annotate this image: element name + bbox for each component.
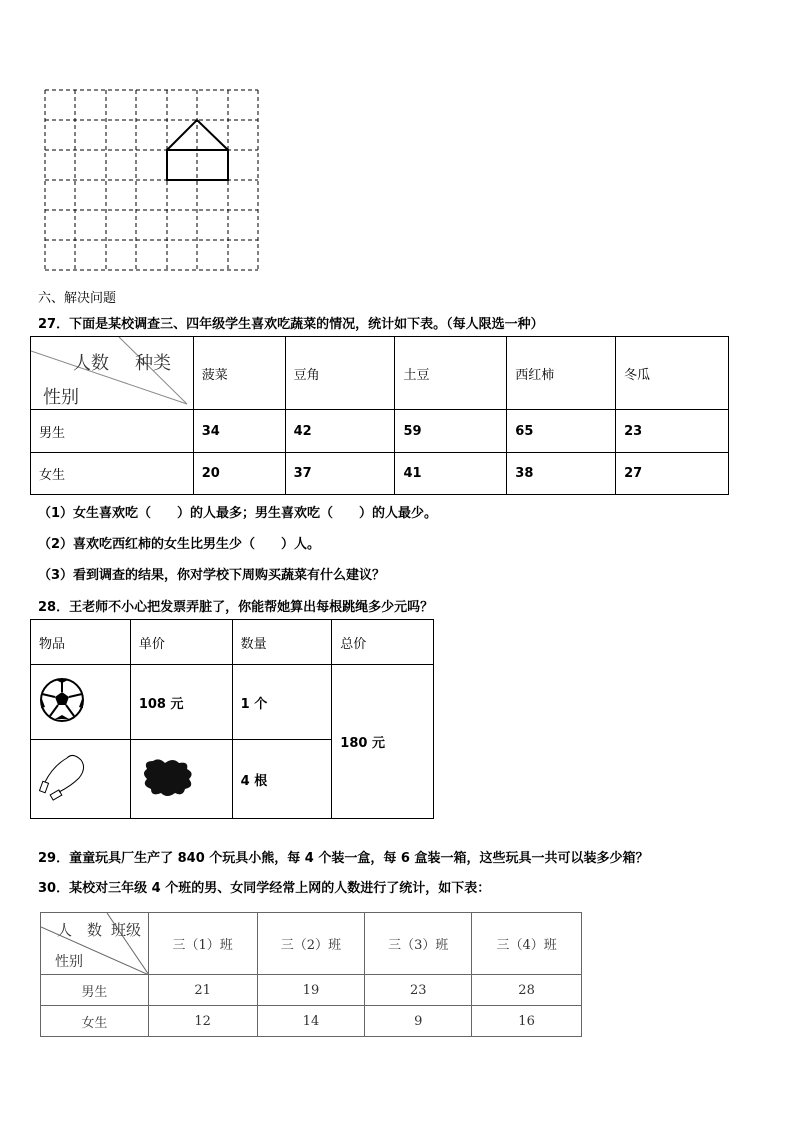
soccer-ball-cell — [31, 665, 131, 740]
q28-header: 物品 — [31, 620, 131, 665]
q27-col-header: 菠菜 — [193, 337, 285, 410]
q27-row-label: 男生 — [31, 410, 194, 453]
q27-col-header: 冬瓜 — [616, 337, 729, 410]
q28-header: 总价 — [332, 620, 434, 665]
q30-col-header: 三（2）班 — [257, 913, 365, 975]
q27-cell: 38 — [507, 453, 616, 495]
q30-row-label: 女生 — [41, 1006, 149, 1037]
q27-cell: 20 — [193, 453, 285, 495]
q28-ball-price: 108 元 — [130, 665, 232, 740]
q30-cell: 12 — [148, 1006, 257, 1037]
soccer-ball-icon — [39, 677, 85, 723]
q27-table — [30, 336, 729, 495]
grid-figure — [40, 86, 264, 276]
q27-header-kind: 种类 — [135, 353, 171, 374]
q27-row-label: 女生 — [31, 453, 194, 495]
q28-title: 28．王老师不小心把发票弄脏了，你能帮她算出每根跳绳多少元吗？ — [38, 600, 434, 615]
ink-stain-cell — [130, 740, 232, 819]
section-heading: 六、解决问题 — [38, 291, 117, 306]
q30-cell: 19 — [257, 975, 365, 1006]
q27-col-header: 西红柿 — [507, 337, 616, 410]
q30-col-header: 三（1）班 — [148, 913, 257, 975]
q30-cell: 9 — [365, 1006, 472, 1037]
q27-col-header: 豆角 — [285, 337, 395, 410]
q30-cell: 14 — [257, 1006, 365, 1037]
q28-header: 单价 — [130, 620, 232, 665]
q27-sub2: （2）喜欢吃西红柿的女生比男生少（ ）人。 — [38, 537, 321, 552]
q30-diagonal-header — [41, 913, 149, 975]
q28-header: 数量 — [232, 620, 332, 665]
q30-cell: 16 — [472, 1006, 582, 1037]
q27-sub1: （1）女生喜欢吃（ ）的人最多；男生喜欢吃（ ）的人最少。 — [38, 506, 438, 521]
jump-rope-icon — [39, 752, 99, 802]
q28-ball-qty: 1 个 — [232, 665, 332, 740]
q27-cell: 23 — [616, 410, 729, 453]
q27-cell: 37 — [285, 453, 395, 495]
q30-cell: 21 — [148, 975, 257, 1006]
q30-title: 30．某校对三年级 4 个班的男、女同学经常上网的人数进行了统计，如下表： — [38, 881, 491, 896]
q30-table — [40, 912, 582, 1037]
q28-rope-qty: 4 根 — [232, 740, 332, 819]
q30-header-class: 班级 — [111, 921, 142, 939]
q27-cell: 34 — [193, 410, 285, 453]
q29-title: 29．童童玩具厂生产了 840 个玩具小熊，每 4 个装一盒，每 6 盒装一箱，这些玩具一共可以装多少箱？ — [38, 851, 649, 866]
q30-col-header: 三（4）班 — [472, 913, 582, 975]
q27-diagonal-header — [31, 337, 194, 410]
q30-cell: 28 — [472, 975, 582, 1006]
q27-cell: 27 — [616, 453, 729, 495]
q27-col-header: 土豆 — [395, 337, 507, 410]
jump-rope-cell — [31, 740, 131, 819]
ink-stain-icon — [139, 755, 199, 799]
q27-cell: 42 — [285, 410, 395, 453]
q27-header-people: 人数 — [73, 353, 109, 374]
q27-cell: 41 — [395, 453, 507, 495]
q28-invoice-table — [30, 619, 434, 819]
q27-header-gender: 性别 — [43, 387, 79, 408]
q30-header-gender: 性别 — [55, 954, 83, 970]
q27-cell: 59 — [395, 410, 507, 453]
q30-col-header: 三（3）班 — [365, 913, 472, 975]
q30-header-people: 人 数 — [57, 921, 103, 939]
q27-title: 27．下面是某校调查三、四年级学生喜欢吃蔬菜的情况，统计如下表。（每人限选一种） — [38, 317, 544, 332]
q30-cell: 23 — [365, 975, 472, 1006]
q27-sub3: （3）看到调查的结果，你对学校下周购买蔬菜有什么建议？ — [38, 568, 386, 583]
q28-total: 180 元 — [332, 665, 434, 819]
q27-cell: 65 — [507, 410, 616, 453]
q30-row-label: 男生 — [41, 975, 149, 1006]
